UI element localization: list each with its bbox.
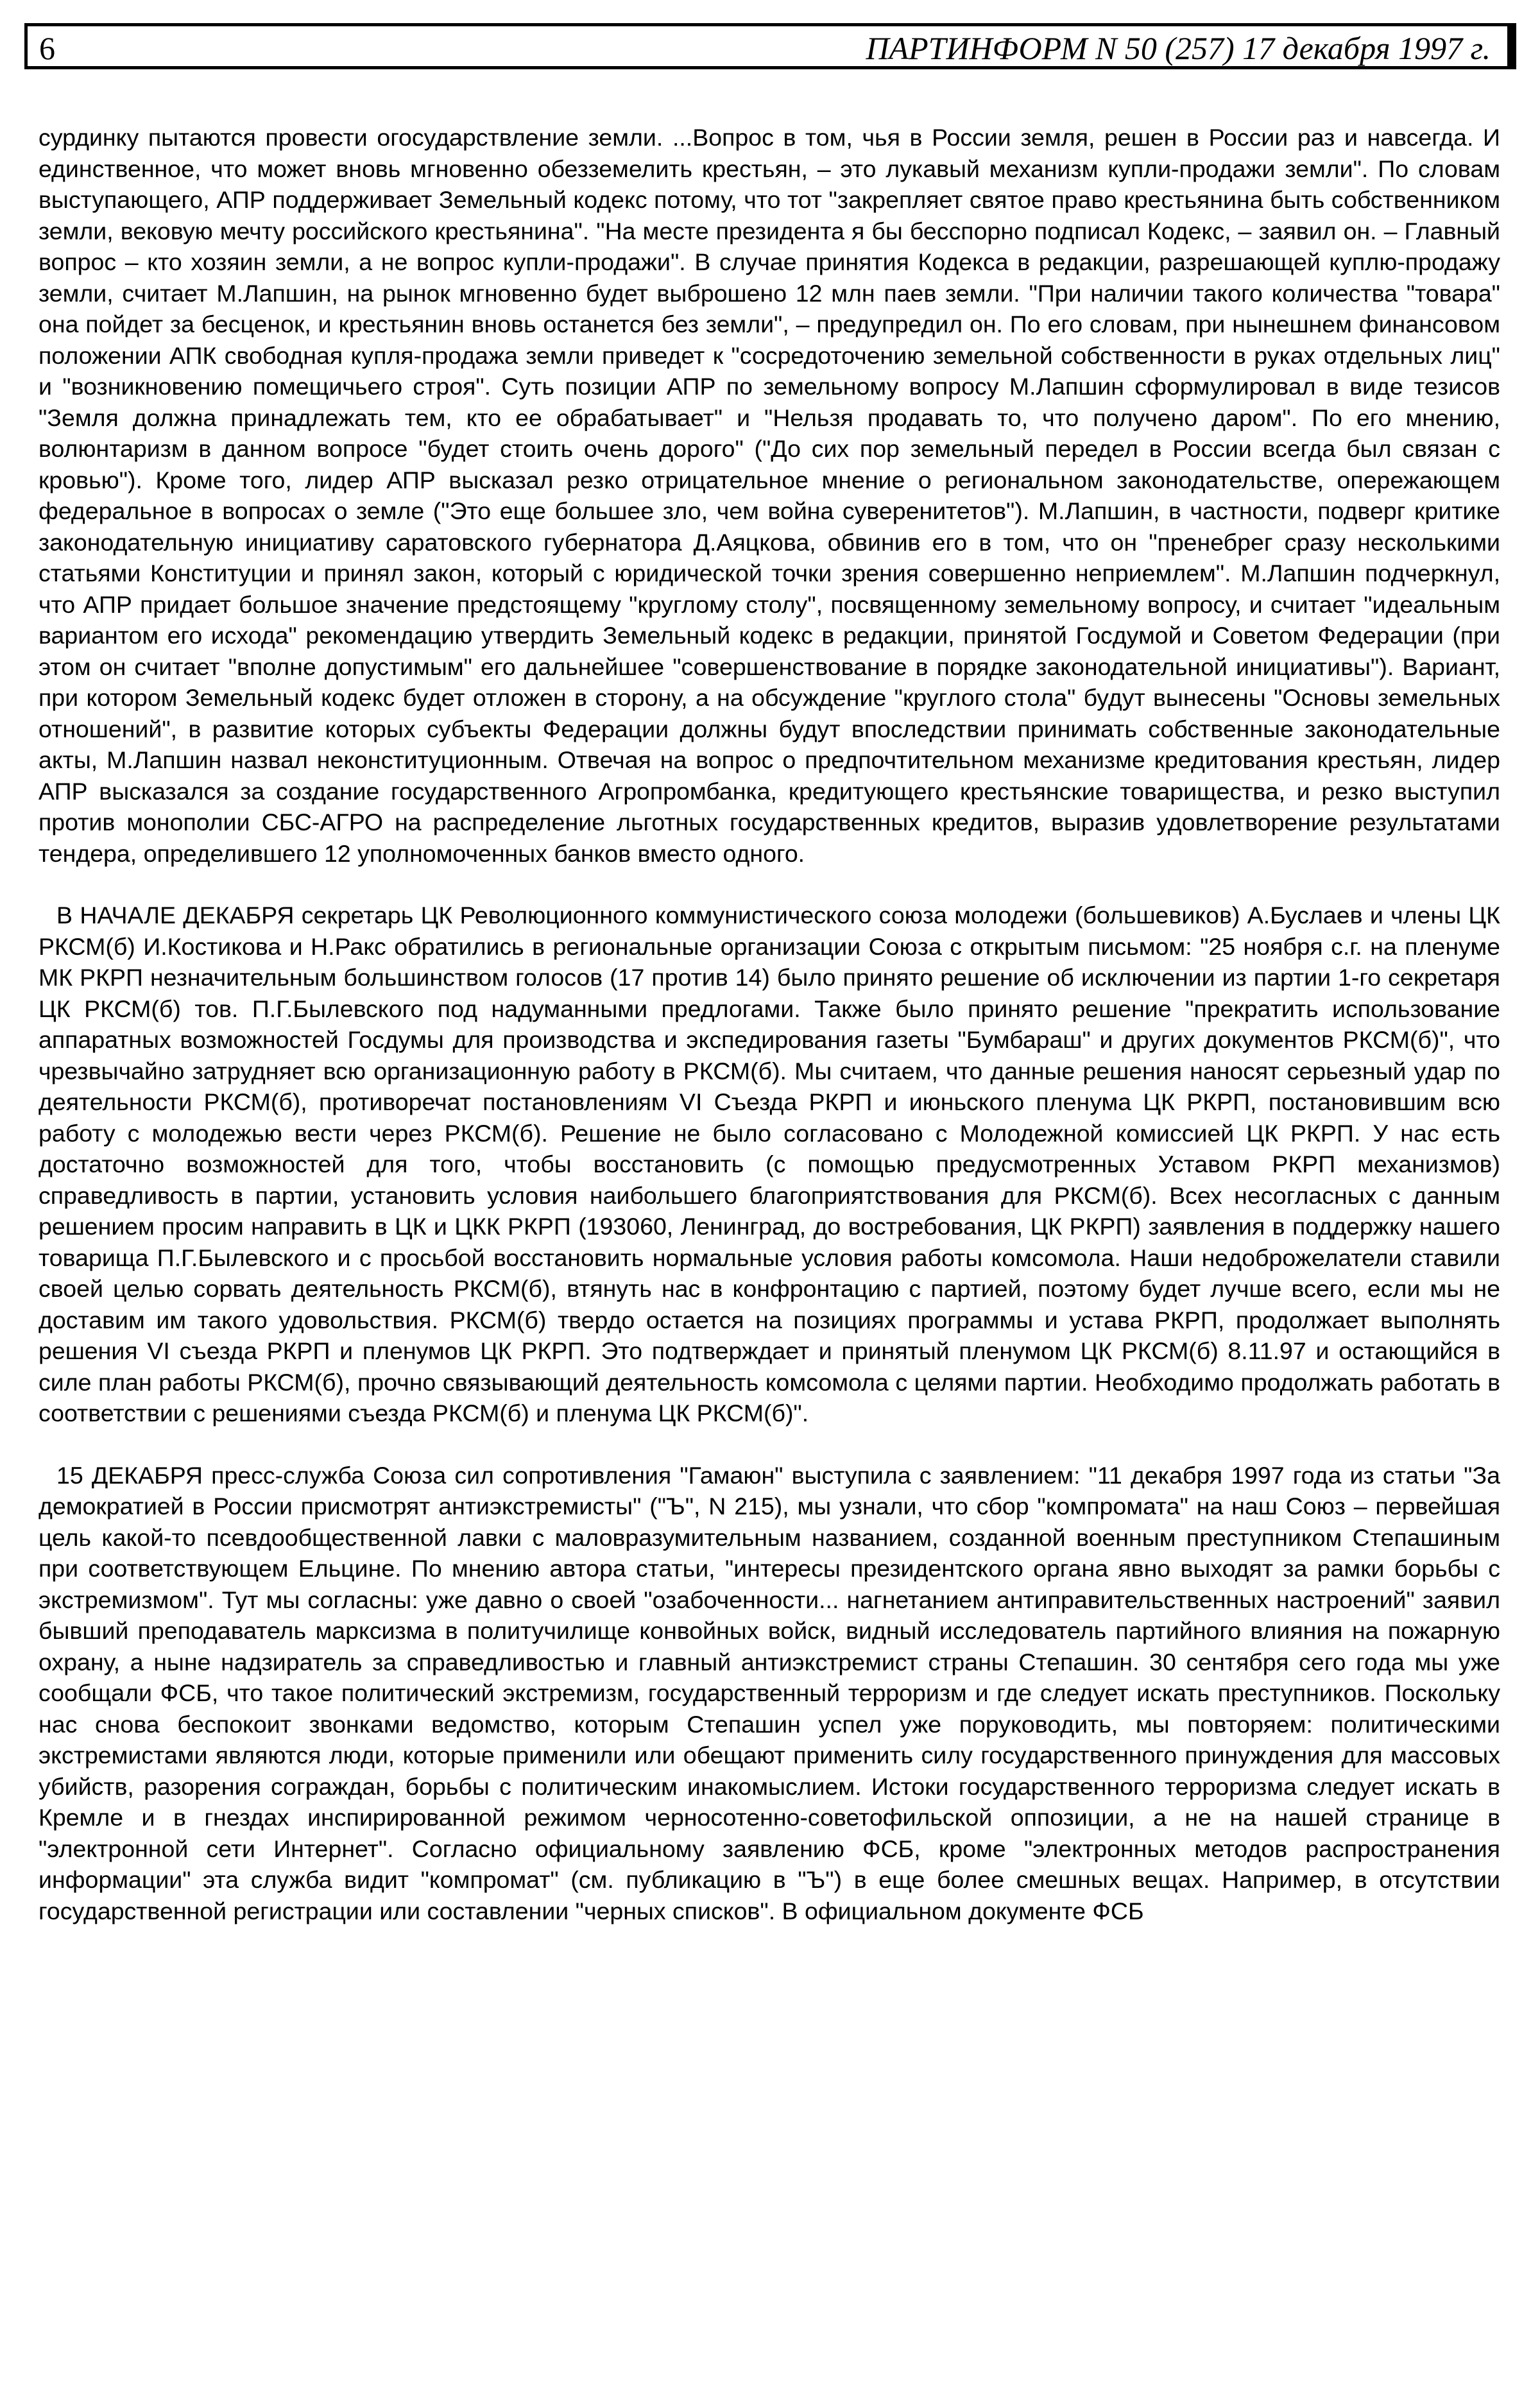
header-right-rule	[1510, 23, 1516, 69]
paragraph-rksm-letter: В НАЧАЛЕ ДЕКАБРЯ секретарь ЦК Революционного коммунистического союза молодежи (большевиков) А.Буслаев и члены ЦК РКСМ(б) И.Костикова и Н.Ракс обратились в региональные организации Союза с открытым письмом: "25 ноября с.г. на пленуме МК РКРП незначительным большинством голосов (17 против 14) было принято решение об исключении из партии 1-го секретаря ЦК РКСМ(б) тов. П.Г.Былевского под надуманными предлогами. Также было принято решение "прекратить использование аппаратных возможностей Госдумы для производства и экспедирования газеты "Бумбараш" и других документов РКСМ(б)", что чрезвычайно затрудняет всю организационную работу в РКСМ(б). Мы считаем, что данные решения наносят серьезный удар по деятельности РКСМ(б), противоречат постановлениям VI Съезда РКРП и июньского пленума ЦК РКРП, постановившим всю работу с молодежью вести через РКСМ(б). Решение не было согласовано с Молодежной комиссией ЦК РКРП. У нас есть достаточно возможностей для того, чтобы восстановить (с помощью предусмотренных Уставом РКРП механизмов) справедливость в партии, установить условия наибольшего благоприятствования для РКСМ(б). Всех несогласных с данным решением просим направить в ЦК и ЦКК РКРП (193060, Ленинград, до востребования, ЦК РКРП) заявления в поддержку нашего товарища П.Г.Былевского и с просьбой восстановить нормальные условия работы комсомола. Наши недоброжелатели ставили своей целью сорвать деятельность РКСМ(б), втянуть нас в конфронтацию с партией, поэтому будет лучше всего, если мы не доставим им такого удовольствия. РКСМ(б) твердо остается на позициях программы и устава РКРП, продолжает выполнять решения VI съезда РКРП и пленумов ЦК РКРП. Это подтверждает и принятый пленумом ЦК РКСМ(б) 8.11.97 и остающийся в силе план работы РКСМ(б), прочно связывающий деятельность комсомола с целями партии. Необходимо продолжать работать в соответствии с решениями съезда РКСМ(б) и пленума ЦК РКСМ(б)".	[38, 902, 1500, 1427]
page-number: 6	[39, 30, 55, 66]
paragraph-gamayun-statement: 15 ДЕКАБРЯ пресс-служба Союза сил сопротивления "Гамаюн" выступила с заявлением: "11 декабря 1997 года из статьи "За демократией в России присмотрят антиэкстремисты" ("Ъ", N 215), мы узнали, что сбор "компромата" на наш Союз – первейшая цель какой-то псевдообщественной лавки с маловразумительным названием, созданной военным преступником Степашиным при соответствующем Ельцине. По мнению автора статьи, "интересы президентского органа явно выходят за рамки борьбы с экстремизмом". Тут мы согласны: уже давно о своей "озабоченности... нагнетанием антиправительственных настроений" заявил бывший преподаватель марксизма в политучилище конвойных войск, видный исследователь партийного влияния на пожарную охрану, а ныне надзиратель за справедливостью и главный антиэкстремист страны Степашин. 30 сентября сего года мы уже сообщали ФСБ, что такое политический экстремизм, государственный терроризм и где следует искать преступников. Поскольку нас снова беспокоит звонками ведомство, которым Степашин успел уже поруководить, мы повторяем: политическими экстремистами являются люди, которые применили или обещают применить силу государственного принуждения для массовых убийств, разорения сограждан, борьбы с политическим инакомыслием. Истоки государственного терроризма следует искать в Кремле и в гнездах инспирированной режимом черносотенно-советофильской оппозиции, а не на нашей странице в "электронной сети Интернет". Согласно официальному заявлению ФСБ, кроме "электронных методов распространения информации" эта служба видит "компромат" (см. публикацию в "Ъ") в еще более смешных вещах. Например, в отсутствии государственной регистрации или составлении "черных списков". В официальном документе ФСБ	[38, 1461, 1500, 1924]
publication-title: ПАРТИНФОРМ N 50 (257) 17 декабря 1997 г.	[866, 30, 1491, 66]
page-header	[24, 23, 1510, 69]
article-body	[38, 122, 1500, 1926]
paragraph-lapshin-continuation: сурдинку пытаются провести огосударствление земли. ...Вопрос в том, чья в России земля, решен в России раз и навсегда. И единственное, что может вновь мгновенно обезземелить крестьян, – это лукавый механизм купли-продажи земли". По словам выступающего, АПР поддерживает Земельный кодекс потому, что тот "закрепляет святое право крестьянина быть собственником земли, вековую мечту российского крестьянина". "На месте президента я бы бесспорно подписал Кодекс, – заявил он. – Главный вопрос – кто хозяин земли, а не вопрос купли-продажи". В случае принятия Кодекса в редакции, разрешающей куплю-продажу земли, считает М.Лапшин, на рынок мгновенно будет выброшено 12 млн паев земли. "При наличии такого количества "товара" она пойдет за бесценок, и крестьянин вновь останется без земли", – предупредил он. По его словам, при нынешнем финансовом положении АПК свободная купля-продажа земли приведет к "сосредоточению земельной собственности в руках отдельных лиц" и "возникновению помещичьего строя". Суть позиции АПР по земельному вопросу М.Лапшин сформулировал в виде тезисов "Земля должна принадлежать тем, кто ее обрабатывает" и "Нельзя продавать то, что получено даром". По его мнению, волюнтаризм в данном вопросе "будет стоить очень дорого" ("До сих пор земельный передел в России всегда был связан с кровью"). Кроме того, лидер АПР высказал резко отрицательное мнение о региональном законодательстве, опережающем федеральное в вопросах о земле ("Это еще большее зло, чем война суверенитетов"). М.Лапшин, в частности, подверг критике законодательную инициативу саратовского губернатора Д.Аяцкова, обвинив его в том, что он "пренебрег сразу несколькими статьями Конституции и принял закон, который с юридической точки зрения совершенно неприемлем". М.Лапшин подчеркнул, что АПР придает большое значение предстоящему "круглому столу", посвященному земельному вопросу, и считает "идеальным вариантом его исхода" рекомендацию утвердить Земельный кодекс в редакции, принятой Госдумой и Советом Федерации (при этом он считает "вполне допустимым" его дальнейшее "совершенствование в порядке законодательной инициативы"). Вариант, при котором Земельный кодекс будет отложен в сторону, а на обсуждение "круглого стола" будут вынесены "Основы земельных отношений", в развитие которых субъекты Федерации должны будут впоследствии принимать собственные законодательные акты, М.Лапшин назвал неконституционным. Отвечая на вопрос о предпочтительном механизме кредитования крестьян, лидер АПР высказался за создание государственного Агропромбанка, кредитующего крестьянские товарищества, и резко выступил против монополии СБС-АГРО на распределение льготных государственных кредитов, выразив удовлетворение результатами тендера, определившего 12 уполномоченных банков вместо одного.	[38, 124, 1500, 867]
